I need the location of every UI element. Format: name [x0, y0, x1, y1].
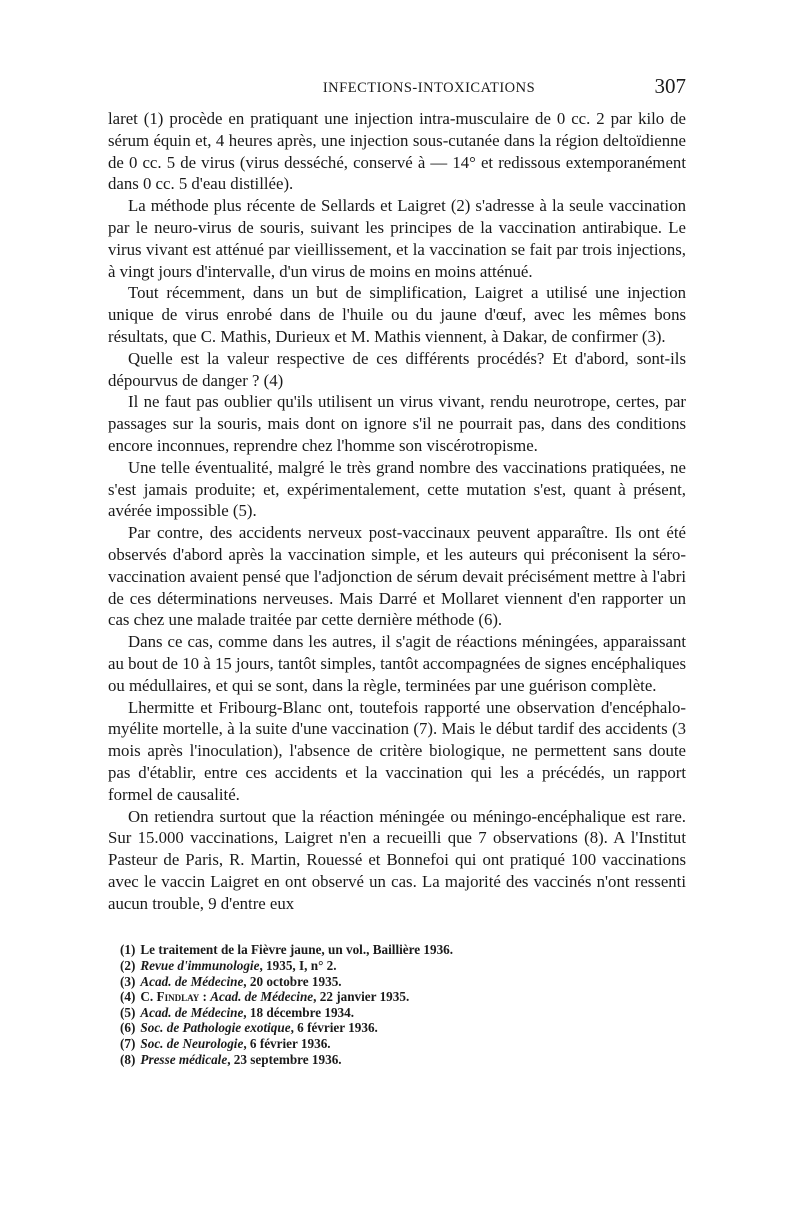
footnote — [120, 1005, 686, 1021]
footnote-marker: (7) — [120, 1036, 136, 1052]
footnote-marker: (4) — [120, 989, 136, 1005]
footnote — [120, 942, 686, 958]
footnote-text: Acad. de Médecine — [140, 1004, 244, 1020]
paragraph: Lhermitte et Fribourg-Blanc ont, toutefois rapporté une observation d'encéphalo-myélite mortelle, à la suite d'une vaccination (7). Mais le début tardif des accidents (3 mois après l'inoculation), l'absence de critère biologique, ne permettent sans doute pas d'établir, entre ces accidents et la vaccination qui les a précédés, un rapport formel de causalité. — [108, 697, 686, 804]
footnote-marker: (1) — [120, 942, 136, 958]
paragraph: On retiendra surtout que la réaction méningée ou méningo-encéphalique est rare. Sur 15.000 vaccinations, Laigret n'en a recueilli que 7 observations (8). A l'Institut Pasteur de Paris, R. Martin, Rouessé et Bonnefoi qui ont pratiqué 100 vaccinations avec le vaccin Laigret en ont observé un cas. La majorité des vaccinés n'ont ressenti aucun trouble, 9 d'entre eux — [108, 806, 686, 913]
footnote-marker: (3) — [120, 973, 136, 989]
footnote-marker: (8) — [120, 1051, 136, 1067]
footnote-text: Soc. de Neurologie — [140, 1036, 244, 1052]
footnote-text: Acad. de Médecine — [210, 989, 314, 1005]
footnote-text: , 23 septembre 1936. — [227, 1051, 342, 1067]
footnote-list — [120, 942, 686, 1067]
footnote-text: , 22 janvier 1935. — [313, 989, 410, 1005]
footnote — [120, 1036, 686, 1052]
footnote — [120, 1052, 686, 1068]
paragraph: Par contre, des accidents nerveux post-vaccinaux peuvent apparaître. Ils ont été observés d'abord après la vaccination simple, et les auteurs qui préconisent la séro-vaccination avaient pensé que l'adjonction de sérum devait précisément mettre à l'abri de ces déterminations nerveuses. Mais Darré et Mollaret viennent d'en rapporter un cas chez une malade traitée par cette dernière méthode (6). — [108, 523, 686, 630]
footnote-text: , 6 février 1936. — [290, 1020, 378, 1036]
footnote — [120, 958, 686, 974]
footnote-text: , 20 octobre 1935. — [243, 973, 342, 989]
footnote-text: Soc. de Pathologie exotique — [140, 1020, 291, 1036]
body-text — [108, 108, 686, 914]
footnote-text: Presse médicale — [140, 1051, 228, 1067]
running-head: INFECTIONS-INTOXICATIONS — [322, 80, 536, 96]
footnote — [120, 974, 686, 990]
footnote-marker: (5) — [120, 1004, 136, 1020]
paragraph: Une telle éventualité, malgré le très grand nombre des vaccinations pratiquées, ne s'est jamais produite; et, expérimentalement, cette mutation s'est, quant à présent, avérée impossible (5). — [108, 457, 686, 521]
footnote-text: Revue d'immunologie — [140, 958, 260, 974]
book-page — [108, 74, 686, 1067]
footnote-text: , 18 décembre 1934. — [243, 1004, 355, 1020]
paragraph: La méthode plus récente de Sellards et Laigret (2) s'adresse à la seule vaccination par le neuro-virus de souris, suivant les principes de la vaccination antirabique. Le virus vivant est atténué par vieillissement, et la vaccination se fait par trois injections, à vingt jours d'intervalle, d'un virus de moins en moins atténué. — [108, 196, 686, 281]
footnote-text: , 6 février 1936. — [243, 1036, 331, 1052]
footnote-text: C. — [140, 989, 157, 1005]
page-header — [108, 74, 686, 108]
footnotes — [108, 942, 686, 1067]
footnote-text: Le traitement de la Fièvre jaune, un vol., Baillière 1936. — [140, 942, 454, 958]
footnote — [120, 989, 686, 1005]
footnote-marker: (2) — [120, 958, 136, 974]
paragraph: Tout récemment, dans un but de simplification, Laigret a utilisé une injection unique de virus enrobé dans de l'huile ou du jaune d'œuf, avec les mêmes bons résultats, que C. Mathis, Durieux et M. Mathis viennent, à Dakar, de confirmer (3). — [108, 283, 686, 346]
paragraph: Quelle est la valeur respective de ces différents procédés? Et d'abord, sont-ils dépourvus de danger ? (4) — [108, 348, 686, 390]
footnote-text: Acad. de Médecine — [140, 973, 244, 989]
paragraph: laret (1) procède en pratiquant une injection intra-musculaire de 0 cc. 2 par kilo de sérum équin et, 4 heures après, une injection sous-cutanée dans la région deltoïdienne de 0 cc. 5 de virus (virus desséché, conservé à — 14° et redissous extemporanément dans 0 cc. 5 d'eau distillée). — [108, 109, 686, 194]
footnote-marker: (6) — [120, 1020, 136, 1036]
footnote-text: : — [199, 989, 211, 1005]
page-number: 307 — [654, 74, 686, 98]
footnote — [120, 1020, 686, 1036]
footnote-text: Findlay — [156, 989, 200, 1005]
paragraph: Dans ce cas, comme dans les autres, il s'agit de réactions méningées, apparaissant au bout de 10 à 15 jours, tantôt simples, tantôt accompagnées de signes encéphaliques ou médullaires, et qui se sont, dans la règle, terminées par une guérison complète. — [108, 632, 686, 695]
footnote-text: , 1935, I, n° 2. — [259, 958, 337, 974]
paragraph: Il ne faut pas oublier qu'ils utilisent un virus vivant, rendu neurotrope, certes, par passages sur la souris, mais dont on ignore s'il ne pourrait pas, dans des conditions encore inconnues, reprendre chez l'homme son viscérotropisme. — [108, 392, 686, 455]
